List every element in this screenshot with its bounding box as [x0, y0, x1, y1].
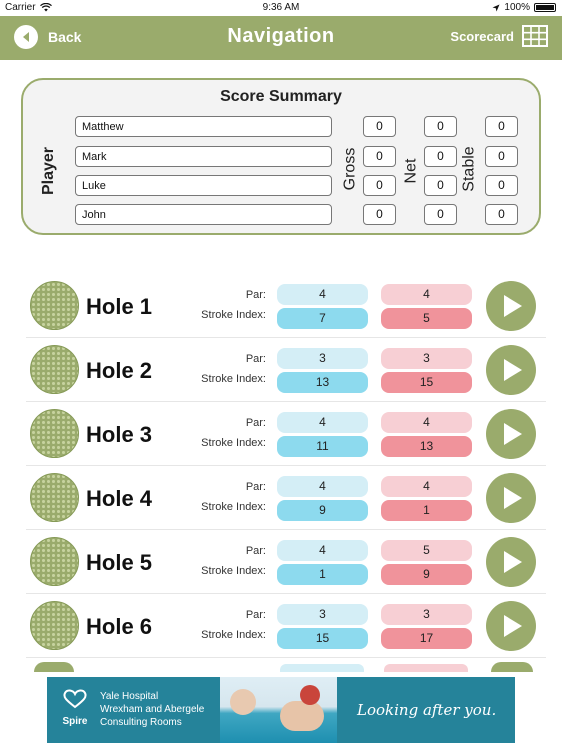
go-to-hole-button[interactable] — [491, 662, 533, 672]
stroke-index-blue: 7 — [277, 308, 368, 329]
net-score-3: 0 — [424, 175, 457, 196]
par-pill-partial — [280, 664, 364, 672]
gross-score-4: 0 — [363, 204, 396, 225]
hole-row-5 — [26, 531, 546, 594]
stroke-index-red: 9 — [381, 564, 472, 585]
stroke-index-red: 13 — [381, 436, 472, 457]
stroke-index-red: 5 — [381, 308, 472, 329]
play-icon — [503, 294, 523, 318]
spire-heart-icon — [62, 689, 88, 709]
battery-icon — [534, 3, 556, 12]
stable-column-label: Stable — [460, 146, 478, 192]
stroke-index-red: 15 — [381, 372, 472, 393]
play-icon — [503, 550, 523, 574]
par-value-blue: 3 — [277, 604, 368, 625]
ad-tagline: Looking after you. — [357, 701, 497, 719]
hole-name: Hole 4 — [86, 486, 153, 511]
golf-ball-icon — [30, 537, 79, 586]
play-icon — [503, 422, 523, 446]
battery-group — [492, 2, 556, 13]
par-value-red: 4 — [381, 284, 472, 305]
hole-name: Hole 5 — [86, 550, 153, 575]
nav-bar — [0, 16, 562, 60]
gross-score-1: 0 — [363, 116, 396, 137]
stable-score-2: 0 — [485, 146, 518, 167]
hole-row-6 — [26, 595, 546, 658]
ad-text — [100, 690, 204, 729]
carrier-label: Carrier — [5, 2, 36, 13]
grid-icon — [522, 25, 548, 47]
ad-banner[interactable] — [47, 677, 515, 743]
go-to-hole-button[interactable] — [486, 601, 536, 651]
par-value-blue: 4 — [277, 412, 368, 433]
go-to-hole-button[interactable] — [486, 473, 536, 523]
hole-row-1 — [26, 275, 546, 338]
stroke-index-blue: 1 — [277, 564, 368, 585]
gross-score-2: 0 — [363, 146, 396, 167]
play-icon — [503, 358, 523, 382]
ad-line-2: Wrexham and Abergele — [100, 704, 205, 715]
golf-ball-icon — [30, 601, 79, 650]
ad-person-1 — [230, 689, 256, 715]
ad-line-1: Yale Hospital — [100, 691, 159, 702]
par-value-blue: 4 — [277, 476, 368, 497]
hole-row-2 — [26, 339, 546, 402]
net-score-4: 0 — [424, 204, 457, 225]
ad-person-2-cap — [300, 685, 320, 705]
stroke-index-blue: 9 — [277, 500, 368, 521]
ad-brand: Spire — [62, 716, 88, 727]
ad-person-2-body — [280, 701, 324, 731]
stroke-index-label: Stroke Index: — [201, 501, 266, 513]
hole-name: Hole 2 — [86, 358, 153, 383]
net-score-2: 0 — [424, 146, 457, 167]
ad-photo — [220, 677, 337, 743]
stroke-index-label: Stroke Index: — [201, 565, 266, 577]
golf-ball-icon — [30, 281, 79, 330]
golf-ball-icon — [30, 345, 79, 394]
par-label: Par: — [245, 289, 266, 301]
stroke-index-label: Stroke Index: — [201, 309, 266, 321]
player-name-field-4[interactable] — [75, 204, 332, 225]
stroke-index-blue: 15 — [277, 628, 368, 649]
score-summary-title: Score Summary — [220, 88, 342, 105]
hole-name: Hole 6 — [86, 614, 153, 639]
status-bar — [0, 0, 562, 16]
go-to-hole-button[interactable] — [486, 537, 536, 587]
golf-ball-icon — [34, 662, 74, 672]
location-arrow-icon — [492, 4, 500, 12]
go-to-hole-button[interactable] — [486, 281, 536, 331]
hole-row-4 — [26, 467, 546, 530]
net-score-1: 0 — [424, 116, 457, 137]
stroke-index-label: Stroke Index: — [201, 437, 266, 449]
gross-score-3: 0 — [363, 175, 396, 196]
player-column-label: Player — [40, 146, 58, 196]
score-summary-card — [21, 78, 541, 235]
hole-name: Hole 3 — [86, 422, 153, 447]
hole-row-3 — [26, 403, 546, 466]
play-icon — [503, 486, 523, 510]
player-name-field-3[interactable] — [75, 175, 332, 196]
scorecard-button[interactable] — [450, 25, 548, 47]
stroke-index-label: Stroke Index: — [201, 629, 266, 641]
scorecard-label: Scorecard — [450, 28, 514, 44]
play-icon — [503, 614, 523, 638]
par-label: Par: — [245, 609, 266, 621]
spire-logo — [59, 689, 91, 733]
par-label: Par: — [245, 545, 266, 557]
stroke-index-red: 1 — [381, 500, 472, 521]
player-name-field-2[interactable] — [75, 146, 332, 167]
stroke-index-blue: 11 — [277, 436, 368, 457]
par-value-blue: 4 — [277, 284, 368, 305]
par-value-red: 4 — [381, 476, 472, 497]
par-label: Par: — [245, 481, 266, 493]
gross-column-label: Gross — [341, 147, 359, 191]
player-name-field-1[interactable] — [75, 116, 332, 137]
stable-score-1: 0 — [485, 116, 518, 137]
par-value-blue: 4 — [277, 540, 368, 561]
golf-ball-icon — [30, 473, 79, 522]
stroke-index-red: 17 — [381, 628, 472, 649]
par-value-blue: 3 — [277, 348, 368, 369]
page-title: Navigation — [227, 25, 335, 47]
golf-ball-icon — [30, 409, 79, 458]
par-value-red: 3 — [381, 604, 472, 625]
par-label: Par: — [245, 353, 266, 365]
par-value-red: 4 — [381, 412, 472, 433]
net-column-label: Net — [402, 158, 420, 184]
go-to-hole-button[interactable] — [486, 409, 536, 459]
stable-score-3: 0 — [485, 175, 518, 196]
stroke-index-label: Stroke Index: — [201, 373, 266, 385]
hole-name: Hole 1 — [86, 294, 153, 319]
battery-percent: 100% — [504, 2, 530, 13]
ad-line-3: Consulting Rooms — [100, 717, 182, 728]
go-to-hole-button[interactable] — [486, 345, 536, 395]
par-value-red: 3 — [381, 348, 472, 369]
par-pill-partial — [384, 664, 468, 672]
stable-score-4: 0 — [485, 204, 518, 225]
par-value-red: 5 — [381, 540, 472, 561]
stroke-index-blue: 13 — [277, 372, 368, 393]
back-label: Back — [48, 29, 82, 45]
par-label: Par: — [245, 417, 266, 429]
clock: 9:36 AM — [262, 2, 300, 13]
